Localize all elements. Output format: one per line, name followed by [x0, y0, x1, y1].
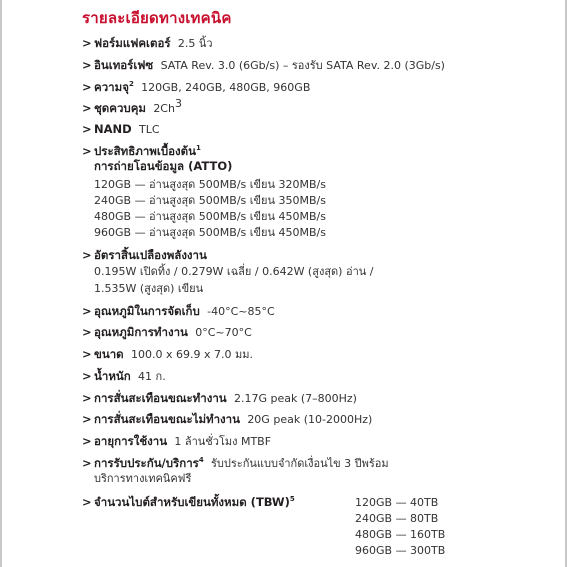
power-line: 0.195W เปิดทิ้ง / 0.279W เฉลี่ย / 0.642W (สูงสุด) อ่าน /	[94, 265, 374, 278]
spec-warranty: > การรับประกัน/บริการ$^4$ รับประกันแบบจำกัดเงื่อนไข 3 ปีพร้อม	[82, 456, 389, 470]
tbw-line: 120GB — 40TB	[355, 496, 439, 509]
spec-operating-temp: > อุณหภูมิการทำงาน 0°C~70°C	[82, 325, 252, 339]
performance-line: 480GB — อ่านสูงสุด 500MB/s เขียน 450MB/s	[94, 210, 326, 223]
spec-operating-vibration: > การสั่นสะเทือนขณะทำงาน 2.17G peak (7–800Hz)	[82, 391, 357, 405]
power-line: 1.535W (สูงสุด) เขียน	[94, 282, 204, 295]
tbw-line: 240GB — 80TB	[355, 512, 439, 525]
page-title: รายละเอียดทางเทคนิค	[82, 9, 232, 27]
spec-life-expectancy: > อายุการใช้งาน 1 ล้านชั่วโมง MTBF	[82, 434, 272, 448]
spec-capacity: > ความจุ$^2$ 120GB, 240GB, 480GB, 960GB	[82, 80, 311, 94]
spec-controller: > ชุดควบคุม 2Ch$^3$	[82, 97, 182, 115]
spec-weight: > น้ำหนัก 41 ก.	[82, 369, 166, 383]
spec-nonoperating-vibration: > การสั่นสะเทือนขณะไม่ทำงาน 20G peak (10-2000Hz)	[82, 412, 373, 426]
spec-nand: > NAND TLC	[82, 122, 160, 136]
spec-storage-temp: > อุณหภูมิในการจัดเก็บ -40°C~85°C	[82, 304, 275, 318]
performance-subheading: การถ่ายโอนข้อมูล (ATTO)	[94, 159, 233, 173]
spec-dimensions: > ขนาด 100.0 x 69.9 x 7.0 มม.	[82, 347, 253, 361]
tbw-line: 480GB — 160TB	[355, 528, 446, 541]
spec-form-factor: > ฟอร์มแฟคเตอร์ 2.5 นิ้ว	[82, 36, 213, 50]
warranty-line-2: บริการทางเทคนิคฟรี	[94, 472, 192, 485]
spec-performance: > ประสิทธิภาพเบื้องต้น$^1$	[82, 144, 201, 158]
spec-interface: > อินเทอร์เฟซ SATA Rev. 3.0 (6Gb/s) – รองรับ SATA Rev. 2.0 (3Gb/s)	[82, 58, 445, 72]
tbw-line: 960GB — 300TB	[355, 544, 446, 557]
spec-tbw: > จำนวนไบต์สำหรับเขียนทั้งหมด (TBW)$^5$	[82, 495, 295, 509]
left-border	[0, 0, 2, 567]
performance-line: 960GB — อ่านสูงสุด 500MB/s เขียน 450MB/s	[94, 226, 326, 239]
performance-line: 240GB — อ่านสูงสุด 500MB/s เขียน 350MB/s	[94, 194, 326, 207]
performance-line: 120GB — อ่านสูงสุด 500MB/s เขียน 320MB/s	[94, 178, 326, 191]
spec-power: > อัตราสิ้นเปลืองพลังงาน	[82, 248, 207, 262]
